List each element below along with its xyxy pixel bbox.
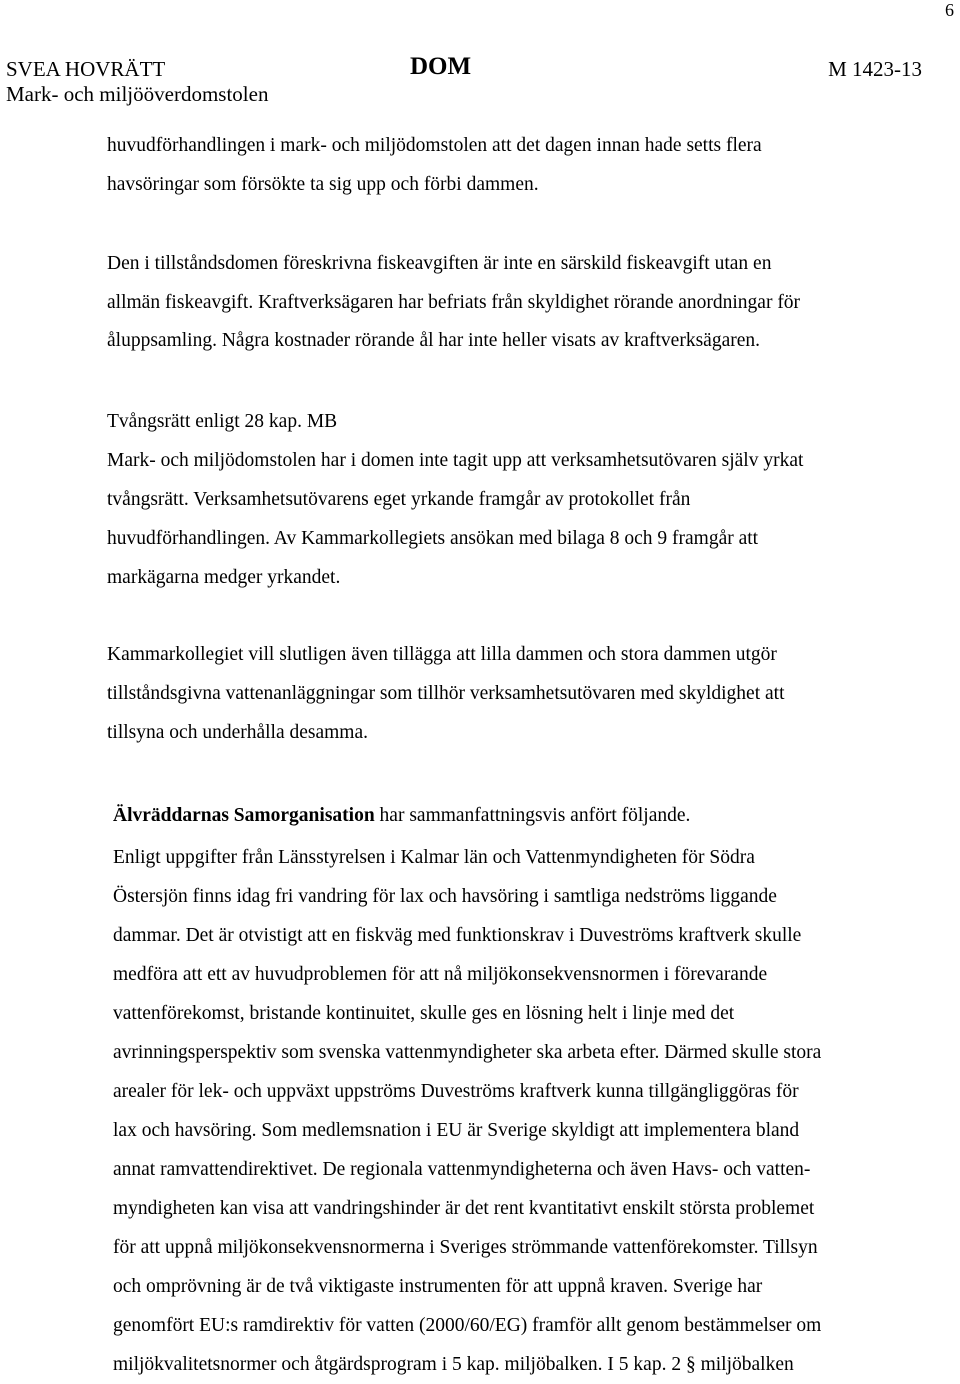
paragraph-line: Den i tillståndsdomen föreskrivna fiskeavgiften är inte en särskild fiskeavgift utan en <box>107 253 772 274</box>
court-name: SVEA HOVRÄTT <box>6 57 166 81</box>
paragraph-line: medföra att ett av huvudproblemen för att nå miljökonsekvensnormen i förevarande <box>113 964 768 985</box>
paragraph-line: genomfört EU:s ramdirektiv för vatten (2000/60/EG) framför allt genom bestämmelser om <box>113 1315 822 1336</box>
paragraph-line: för att uppnå miljökonsekvensnormerna i Sveriges strömmande vattenförekomster. Tillsyn <box>113 1237 818 1258</box>
case-number: M 1423-13 <box>828 57 922 81</box>
paragraph-1 <box>107 126 762 204</box>
section-intro <box>113 796 690 835</box>
paragraph-line: miljökvalitetsnormer och åtgärdsprogram i 5 kap. miljöbalken. I 5 kap. 2 § miljöbalken <box>113 1354 794 1375</box>
section-heading-tvangsratt: Tvångsrätt enligt 28 kap. MB <box>107 411 338 432</box>
paragraph-3 <box>107 402 803 597</box>
paragraph-line: myndigheten kan visa att vandringshinder är det rent kvantitativt enskilt största problemet <box>113 1198 815 1219</box>
paragraph-line: och omprövning är de två viktigaste instrumenten för att uppnå kraven. Sverige har <box>113 1276 763 1297</box>
paragraph-line: Östersjön finns idag fri vandring för lax och havsöring i samtliga nedströms liggande <box>113 886 777 907</box>
paragraph-line: arealer för lek- och uppväxt uppströms Duveströms kraftverk kunna tillgängliggöras för <box>113 1081 799 1102</box>
paragraph-line: tillståndsgivna vattenanläggningar som tillhör verksamhetsutövaren med skyldighet att <box>107 683 785 704</box>
paragraph-line: Kammarkollegiet vill slutligen även tillägga att lilla dammen och stora dammen utgör <box>107 644 777 665</box>
paragraph-6 <box>113 838 821 1384</box>
paragraph-line: huvudförhandlingen i mark- och miljödomstolen att det dagen innan hade setts flera <box>107 135 762 156</box>
paragraph-4 <box>107 635 784 752</box>
paragraph-2 <box>107 245 800 361</box>
paragraph-line: åluppsamling. Några kostnader rörande ål har inte heller visats av kraftverksägaren. <box>107 330 760 351</box>
paragraph-line: annat ramvattendirektivet. De regionala vattenmyndigheterna och även Havs- och vatten- <box>113 1159 811 1180</box>
paragraph-line: havsöringar som försökte ta sig upp och förbi dammen. <box>107 174 539 195</box>
paragraph-line: Enligt uppgifter från Länsstyrelsen i Kalmar län och Vattenmyndigheten för Södra <box>113 847 755 868</box>
page-number: 6 <box>945 0 954 20</box>
paragraph-line: allmän fiskeavgift. Kraftverksägaren har befriats från skyldighet rörande anordningar för <box>107 291 801 313</box>
paragraph-line: tvångsrätt. Verksamhetsutövarens eget yrkande framgår av protokollet från <box>107 489 691 510</box>
party-name: Älvräddarnas Samorganisation <box>113 805 375 826</box>
paragraph-line: Mark- och miljödomstolen har i domen inte tagit upp att verksamhetsutövaren själv yrkat <box>107 450 804 471</box>
document-type: DOM <box>410 53 472 80</box>
paragraph-line: dammar. Det är otvistigt att en fiskväg med funktionskrav i Duveströms kraftverk skulle <box>113 925 802 946</box>
paragraph-line: tillsyna och underhålla desamma. <box>107 722 369 743</box>
paragraph-line: vattenförekomst, bristande kontinuitet, skulle ges en lösning helt i linje med det <box>113 1003 735 1024</box>
section-intro-text: har sammanfattningsvis anfört följande. <box>374 805 691 826</box>
paragraph-line: lax och havsöring. Som medlemsnation i EU är Sverige skyldigt att implementera bland <box>113 1120 800 1141</box>
paragraph-line: avrinningsperspektiv som svenska vattenmyndigheter ska arbeta efter. Därmed skulle stora <box>113 1042 822 1063</box>
paragraph-line: markägarna medger yrkandet. <box>107 567 341 588</box>
paragraph-line: huvudförhandlingen. Av Kammarkollegiets ansökan med bilaga 8 och 9 framgår att <box>107 528 759 549</box>
court-division: Mark- och miljööverdomstolen <box>6 82 269 106</box>
